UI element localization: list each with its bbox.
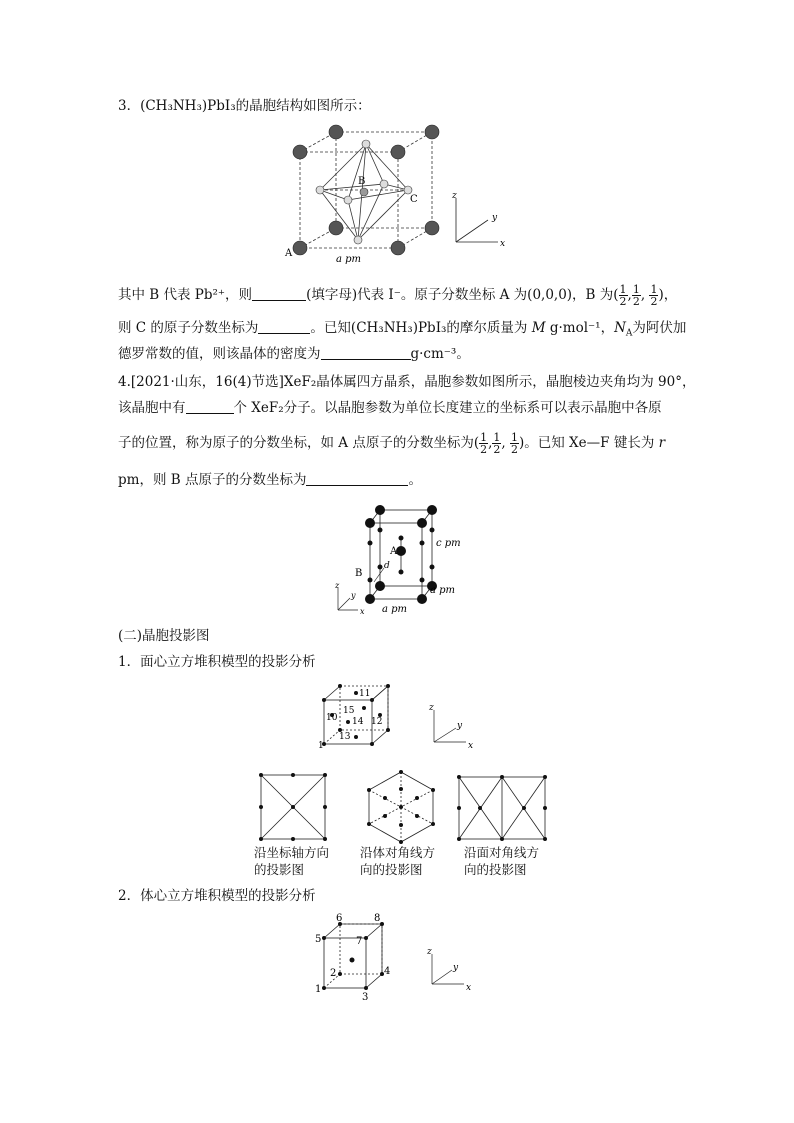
q4-line3: 子的位置，称为原子的分数坐标，如 A 点原子的分数坐标为( $\frac{1}{2}$ , $\frac{1}{2}$ , $\frac{1}{2}$ )。已知 Xe—F 键长为 r [118, 431, 666, 456]
bcc-cell-figure [312, 912, 396, 1003]
axes-q3 [450, 190, 510, 250]
subsection-1-title: 1．面心立方堆积模型的投影分析 [118, 654, 316, 670]
q4-line2: 该晶胞中有 个 XeF₂分子。以晶胞参数为单位长度建立的坐标系可以表示晶胞中各原 [118, 400, 662, 416]
svg-text:x: x [466, 983, 472, 993]
answer-blank-3[interactable] [321, 345, 411, 360]
projection-body-diagonal-view [366, 770, 436, 844]
svg-text:5: 5 [315, 934, 322, 945]
answer-blank-2[interactable] [258, 319, 310, 334]
svg-text:c pm: c pm [436, 538, 461, 549]
caption-axis-view: 沿坐标轴方向 的投影图 [254, 845, 330, 877]
fcc-cell-figure [316, 680, 396, 750]
svg-text:1: 1 [315, 984, 322, 995]
svg-text:A: A [390, 546, 398, 557]
svg-text:x: x [500, 239, 506, 249]
label-B: B [358, 176, 366, 187]
xef2-cell-figure [330, 498, 470, 616]
svg-text:4: 4 [384, 966, 391, 977]
q4-line4: pm，则 B 点原子的分数坐标为 。 [118, 472, 422, 488]
svg-text:6: 6 [336, 913, 343, 924]
perovskite-cell-figure [280, 120, 440, 270]
q4-line1: 4.[2021·山东，16(4)节选]XeF₂晶体属四方晶系，晶胞参数如图所示，晶胞棱边夹角均为 90°， [118, 374, 696, 390]
label-C: C [410, 194, 418, 205]
answer-blank-5[interactable] [306, 471, 408, 486]
projection-axis-view [260, 774, 326, 840]
projection-face-diagonal-view [458, 776, 546, 842]
svg-text:z: z [452, 191, 457, 201]
svg-text:y: y [492, 213, 498, 223]
axes-fcc [428, 702, 478, 750]
caption-face-diagonal-view: 沿面对角线方 向的投影图 [464, 845, 540, 877]
svg-text:y: y [351, 591, 356, 600]
svg-text:x: x [360, 607, 365, 616]
svg-text:x: x [468, 741, 474, 751]
svg-text:z: z [427, 947, 432, 957]
section-title: (二)晶胞投影图 [118, 628, 210, 644]
label-a-pm: a pm [336, 254, 362, 265]
label-A: A [285, 248, 293, 259]
svg-text:z: z [429, 703, 434, 713]
answer-blank-1[interactable] [252, 286, 306, 301]
svg-text:d: d [384, 561, 390, 571]
svg-text:12: 12 [371, 717, 383, 727]
svg-text:z: z [335, 581, 340, 590]
svg-text:a pm: a pm [382, 604, 408, 615]
q3-line1: 其中 B 代表 Pb²⁺，则 (填字母)代表 I⁻。原子分数坐标 A 为(0,0,0)，B 为( $\frac{1}{2}$ , $\frac{1}{2}$ , $\frac{1}{2}$ )， [118, 283, 678, 308]
svg-text:8: 8 [374, 913, 381, 924]
q3-line2: 则 C 的原子分数坐标为 。已知(CH₃NH₃)PbI₃的摩尔质量为 M g·mol⁻¹，$N_A$为阿伏加 [118, 320, 687, 339]
axes-bcc [426, 946, 476, 992]
svg-text:13: 13 [339, 732, 351, 742]
q3-heading: 3．(CH₃NH₃)PbI₃的晶胞结构如图所示： [118, 98, 371, 114]
svg-text:15: 15 [343, 706, 355, 716]
answer-blank-4[interactable] [186, 399, 234, 414]
svg-text:a pm: a pm [430, 585, 456, 596]
svg-text:2: 2 [330, 968, 337, 979]
svg-text:y: y [457, 721, 463, 731]
svg-text:10: 10 [326, 713, 338, 723]
subsection-2-title: 2．体心立方堆积模型的投影分析 [118, 888, 316, 904]
svg-text:11: 11 [359, 689, 371, 699]
svg-text:B: B [355, 568, 363, 579]
caption-body-diagonal-view: 沿体对角线方 向的投影图 [360, 845, 436, 877]
svg-text:3: 3 [362, 992, 369, 1003]
svg-text:1: 1 [318, 741, 324, 751]
svg-text:14: 14 [352, 717, 364, 727]
svg-text:y: y [453, 963, 459, 973]
q3-line3: 德罗常数的值，则该晶体的密度为 g·cm⁻³。 [118, 346, 470, 362]
svg-text:7: 7 [356, 936, 363, 947]
